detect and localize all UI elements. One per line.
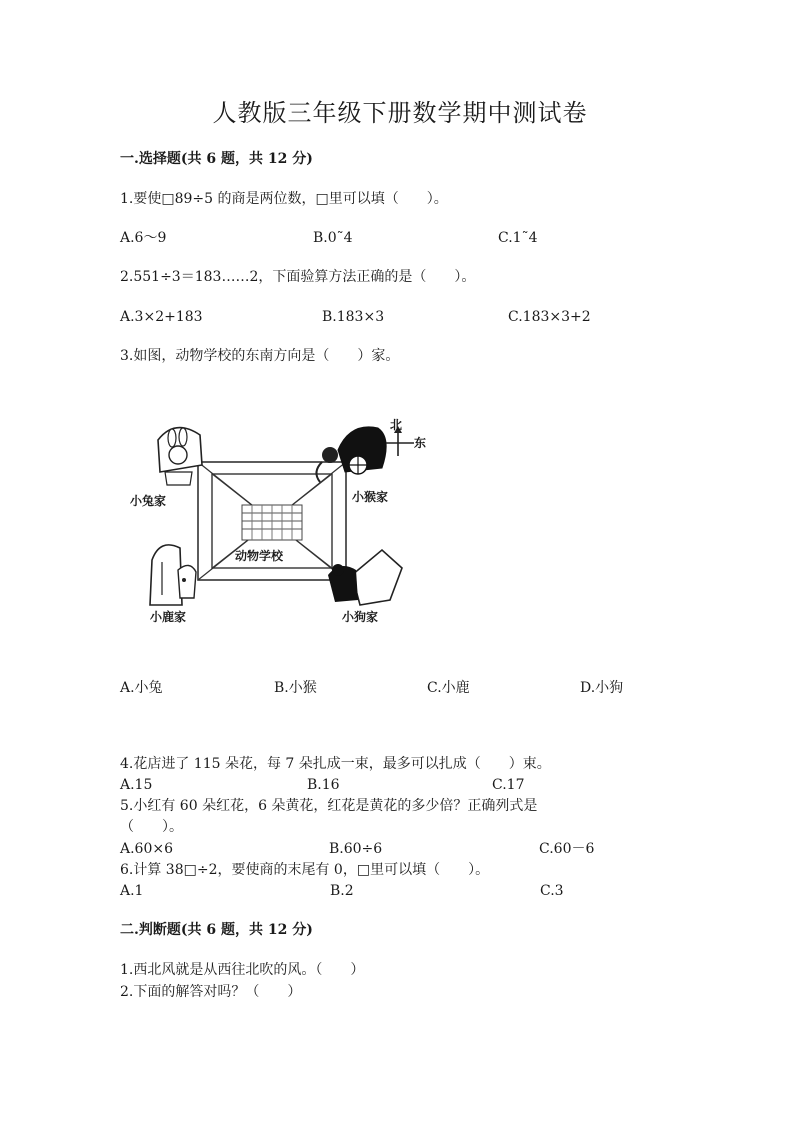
- q2-option-a: A.3×2+183: [120, 309, 203, 325]
- q1-option-c: C.1˜4: [498, 230, 538, 246]
- question-4: 4.花店进了 115 朵花，每 7 朵扎成一束，最多可以扎成（ ）束。: [120, 756, 551, 772]
- judgment-question-1: 1.西北风就是从西往北吹的风。（ ）: [120, 962, 365, 978]
- deer-house-label: 小鹿家: [150, 610, 187, 624]
- q5-option-b: B.60÷6: [329, 841, 383, 857]
- question-6: 6.计算 38□÷2，要使商的末尾有 0，□里可以填（ ）。: [120, 862, 490, 878]
- compass-north-label: 北: [390, 418, 403, 432]
- question-5-continued: （ ）。: [120, 819, 183, 835]
- deer-house-icon: [150, 545, 196, 605]
- q3-option-b: B.小猴: [274, 680, 317, 696]
- q5-option-a: A.60×6: [120, 841, 174, 857]
- page-title: 人教版三年级下册数学期中测试卷: [212, 99, 588, 127]
- q4-option-c: C.17: [492, 777, 525, 793]
- q4-option-b: B.16: [307, 777, 340, 793]
- section-heading-choice: 一.选择题(共 6 题，共 12 分): [120, 151, 313, 167]
- rabbit-house-icon: [158, 428, 202, 485]
- question-5: 5.小红有 60 朵红花，6 朵黄花，红花是黄花的多少倍？正确列式是: [120, 798, 538, 814]
- dog-house-label: 小狗家: [342, 610, 379, 624]
- q1-option-b: B.0˜4: [313, 230, 353, 246]
- judgment-question-2: 2.下面的解答对吗？（ ）: [120, 984, 302, 1000]
- question-1: 1.要使□89÷5 的商是两位数，□里可以填（ ）。: [120, 191, 448, 207]
- school-label: 动物学校: [235, 549, 284, 563]
- monkey-house-label: 小猴家: [352, 490, 389, 504]
- q6-option-b: B.2: [330, 883, 354, 899]
- q4-option-a: A.15: [120, 777, 153, 793]
- q6-option-a: A.1: [120, 883, 144, 899]
- q2-option-c: C.183×3+2: [508, 309, 591, 325]
- q2-option-b: B.183×3: [322, 309, 385, 325]
- direction-map-figure: [120, 410, 440, 635]
- q3-option-a: A.小兔: [120, 680, 163, 696]
- school-building-icon: [242, 505, 302, 540]
- rabbit-house-label: 小兔家: [130, 494, 167, 508]
- compass-east-label: 东: [414, 436, 427, 450]
- dog-house-icon: [328, 550, 402, 605]
- q1-option-a: A.6～9: [120, 230, 167, 246]
- section-heading-judgment: 二.判断题(共 6 题，共 12 分): [120, 922, 313, 938]
- q5-option-c: C.60－6: [539, 841, 595, 857]
- q3-option-c: C.小鹿: [427, 680, 470, 696]
- question-3: 3.如图，动物学校的东南方向是（ ）家。: [120, 348, 400, 364]
- q6-option-c: C.3: [540, 883, 564, 899]
- direction-map-svg: [120, 410, 440, 635]
- question-2: 2.551÷3＝183……2，下面验算方法正确的是（ ）。: [120, 269, 476, 285]
- q3-option-d: D.小狗: [580, 680, 624, 696]
